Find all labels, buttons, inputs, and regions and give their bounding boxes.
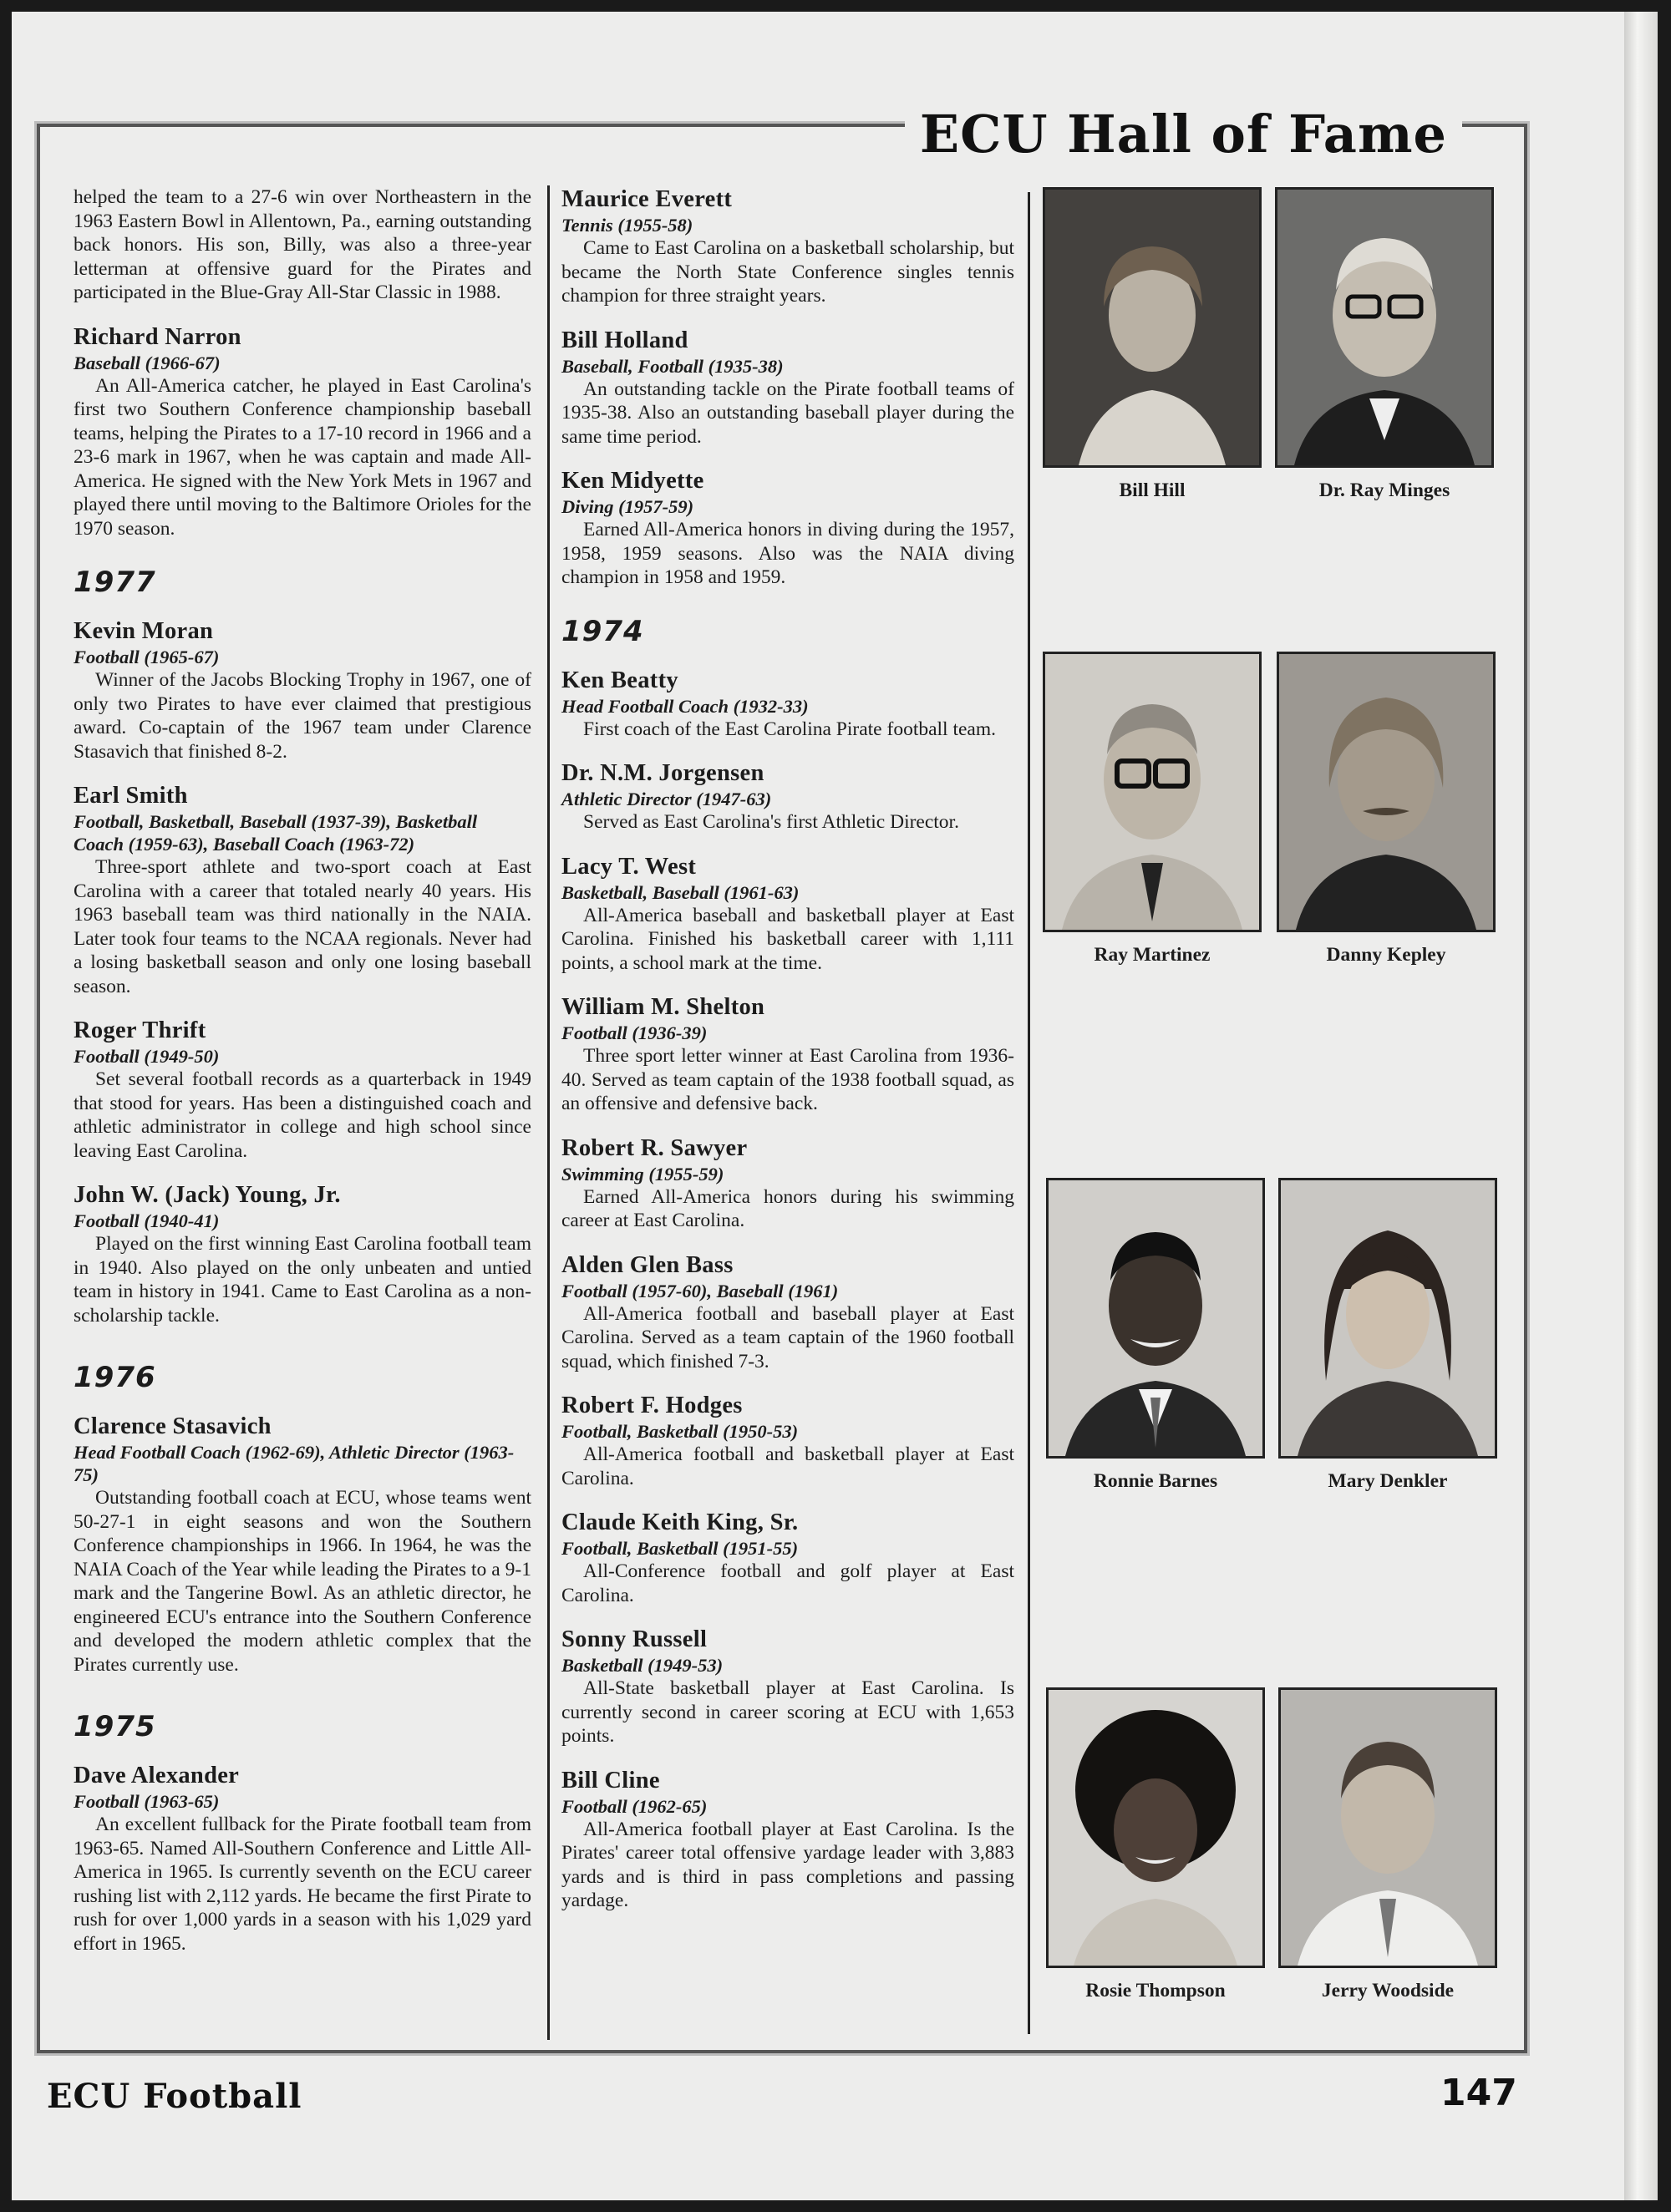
year-heading: 1974 — [561, 614, 644, 648]
inductee-entry — [561, 993, 1014, 1116]
inductee-bio: All-America baseball and basketball player at East Carolina. Finished his basketball career with 1,111 points, a school mark at the time. — [561, 904, 1014, 974]
inductee-entry — [561, 1134, 1014, 1233]
inductee-entry — [561, 667, 1014, 742]
inductee-bio: Earned All-America honors in diving during the 1957, 1958, 1959 seasons. Also was the NAIA diving champion in 1958 and 1959. — [561, 519, 1014, 588]
inductee-entry — [561, 759, 1014, 835]
inductee-name: Sonny Russell — [561, 1626, 708, 1652]
portrait-photo — [1275, 187, 1494, 468]
inductee-sport: Diving (1957-59) — [561, 496, 694, 517]
inductee-entry — [74, 1017, 531, 1163]
inductee-name: Bill Holland — [561, 327, 688, 353]
inductee-sport: Football (1962-65) — [561, 1795, 708, 1817]
photo-card — [1277, 652, 1496, 966]
portrait-photo — [1046, 1178, 1265, 1459]
inductee-sport: Basketball (1949-53) — [561, 1655, 724, 1676]
page-title: ECU Hall of Fame — [905, 104, 1462, 165]
inductee-entry — [561, 327, 1014, 449]
inductee-bio: All-America football player at East Carolina. Is the Pirates' career total offensive yardage leader with 3,883 yards and is third in pass completions and passing yardage. — [561, 1818, 1014, 1911]
inductee-entry — [561, 1767, 1014, 1913]
inductee-sport: Football, Basketball, Baseball (1937-39), Basketball Coach (1959-63), Baseball Coach (1963-72) — [74, 811, 478, 855]
portrait-photo — [1043, 187, 1262, 468]
inductee-name: Robert F. Hodges — [561, 1393, 743, 1418]
inductee-bio: First coach of the East Carolina Pirate football team. — [583, 718, 997, 740]
photo-caption: Mary Denkler — [1328, 1470, 1448, 1492]
inductee-entry — [561, 1509, 1014, 1607]
photo-caption: Ronnie Barnes — [1093, 1470, 1218, 1492]
photo-card — [1275, 187, 1494, 502]
inductee-bio: An All-America catcher, he played in East Carolina's first two Southern Conference championship baseball teams, helping the Pirates to a 17-10 record in 1966 and a 23-6 mark in 1967, when he was captain and made All-America. He signed with the New York Mets in 1967 and played there until moving to the Baltimore Orioles for the 1970 season. — [74, 374, 531, 540]
inductee-name: John W. (Jack) Young, Jr. — [74, 1182, 341, 1208]
portrait-photo — [1043, 652, 1262, 932]
inductee-sport: Tennis (1955-58) — [561, 215, 693, 236]
inductee-name: Ken Midyette — [561, 468, 704, 494]
inductee-sport: Football (1936-39) — [561, 1022, 708, 1043]
inductee-entry — [561, 1251, 1014, 1374]
text-column-1 — [74, 185, 531, 1956]
inductee-sport: Baseball, Football (1935-38) — [561, 355, 784, 377]
inductee-bio: Played on the first winning East Carolina football team in 1940. Also played on the only unbeaten and untied team in history in 1941. Came to East Carolina as a non-scholarship tackle. — [74, 1233, 531, 1327]
portrait-image — [1281, 1180, 1495, 1456]
inductee-entry — [561, 1626, 1014, 1748]
inductee-name: Richard Narron — [74, 323, 241, 350]
portrait-photo — [1278, 1178, 1497, 1459]
page-edge — [1624, 12, 1658, 2200]
inductee-entry — [74, 1762, 531, 1956]
inductee-sport: Football (1957-60), Baseball (1961) — [561, 1280, 839, 1301]
inductee-name: Ken Beatty — [561, 667, 678, 693]
inductee-sport: Football, Basketball (1950-53) — [561, 1421, 799, 1442]
inductee-entry — [74, 323, 531, 541]
inductee-name: Kevin Moran — [74, 618, 214, 644]
photo-card — [1046, 1687, 1265, 2002]
inductee-sport: Baseball (1966-67) — [74, 352, 221, 373]
inductee-name: Alden Glen Bass — [561, 1251, 734, 1278]
photo-caption: Bill Hill — [1119, 479, 1186, 501]
inductee-sport: Head Football Coach (1962-69), Athletic Director (1963-75) — [74, 1442, 515, 1485]
photo-caption: Rosie Thompson — [1085, 1980, 1226, 2001]
year-heading: 1977 — [74, 566, 156, 599]
portrait-image — [1281, 1690, 1495, 1966]
inductee-bio: All-America football and basketball player at East Carolina. — [561, 1443, 1014, 1489]
photo-caption: Dr. Ray Minges — [1318, 479, 1450, 501]
portrait-image — [1277, 190, 1491, 465]
year-heading: 1975 — [74, 1710, 156, 1743]
portrait-image — [1045, 654, 1259, 930]
inductee-name: Maurice Everett — [561, 186, 733, 212]
portrait-image — [1049, 1690, 1262, 1966]
photo-card — [1046, 1178, 1265, 1493]
text-column-2 — [561, 185, 1014, 1913]
inductee-name: Earl Smith — [74, 783, 188, 809]
inductee-sport: Swimming (1955-59) — [561, 1163, 724, 1185]
portrait-photo — [1278, 1687, 1497, 1968]
portrait-image — [1045, 190, 1259, 465]
inductee-bio: All-America football and baseball player at East Carolina. Served as a team captain of the 1960 football squad, which finished 7-3. — [561, 1302, 1014, 1372]
column-divider — [547, 185, 550, 2040]
photo-caption: Jerry Woodside — [1321, 1980, 1455, 2001]
photo-caption: Ray Martinez — [1094, 944, 1211, 966]
inductee-name: Lacy T. West — [561, 853, 697, 880]
inductee-sport: Basketball, Baseball (1961-63) — [561, 881, 800, 903]
inductee-sport: Head Football Coach (1932-33) — [561, 695, 809, 717]
inductee-sport: Football (1949-50) — [74, 1046, 220, 1067]
inductee-bio: Came to East Carolina on a basketball scholarship, but became the North State Conference singles tennis champion for three straight years. — [561, 237, 1014, 307]
inductee-entry — [561, 853, 1014, 976]
photo-card — [1278, 1178, 1497, 1493]
inductee-bio: All-State basketball player at East Carolina. Is currently second in career scoring at ECU with 1,653 points. — [561, 1677, 1014, 1747]
inductee-bio: All-Conference football and golf player at East Carolina. — [561, 1560, 1014, 1606]
inductee-entry — [561, 185, 1014, 308]
inductee-bio: Served as East Carolina's first Athletic Director. — [583, 811, 959, 833]
inductee-bio: An excellent fullback for the Pirate football team from 1963-65. Named All-Southern Conference and Little All-America in 1965. Is currently seventh on the ECU career rushing list with 2,112 yards. He became the first Pirate to rush for over 1,000 yards in a season with his 1,029 yard effort in 1965. — [74, 1814, 531, 1955]
inductee-sport: Football (1940-41) — [74, 1210, 220, 1231]
page-number: 147 — [1440, 2072, 1517, 2114]
inductee-name: William M. Shelton — [561, 994, 765, 1020]
portrait-image — [1049, 1180, 1262, 1456]
inductee-sport: Football (1965-67) — [74, 647, 220, 667]
inductee-sport: Athletic Director (1947-63) — [561, 789, 772, 809]
inductee-bio: Three-sport athlete and two-sport coach at East Carolina with a career that totaled nearly 40 years. His 1963 baseball team was third nationally in the NAIA. Later took four teams to the NCAA regionals. Never had a losing basketball season and only one losing baseball season. — [74, 856, 531, 997]
inductee-entry — [74, 617, 531, 764]
inductee-sport: Football (1963-65) — [74, 1791, 220, 1812]
inductee-entry — [561, 1392, 1014, 1490]
continued-paragraph: helped the team to a 27-6 win over Northeastern in the 1963 Eastern Bowl in Allentown, Pa., earning outstanding back honors. His son, Billy, was also a three-year letterman at offensive guard for the Pirates and participated in the Blue-Gray All-Star Classic in 1988. — [74, 186, 531, 303]
inductee-sport: Football, Basketball (1951-55) — [561, 1538, 799, 1559]
inductee-name: Bill Cline — [561, 1767, 660, 1793]
inductee-name: Dr. N.M. Jorgensen — [561, 760, 764, 786]
inductee-bio: Winner of the Jacobs Blocking Trophy in 1967, one of only two Pirates to have ever claimed that prestigious award. Co-captain of the 1967 team under Clarence Stasavich that finished 8-2. — [74, 669, 531, 763]
inductee-name: Claude Keith King, Sr. — [561, 1509, 799, 1535]
inductee-name: Robert R. Sawyer — [561, 1134, 748, 1161]
inductee-bio: Earned All-America honors during his swimming career at East Carolina. — [561, 1185, 1014, 1231]
inductee-name: Roger Thrift — [74, 1017, 206, 1043]
inductee-entry — [74, 1413, 531, 1677]
inductee-name: Clarence Stasavich — [74, 1413, 272, 1439]
photo-card — [1043, 652, 1262, 966]
inductee-entry — [74, 782, 531, 998]
inductee-bio: Three sport letter winner at East Carolina from 1936-40. Served as team captain of the 1938 football squad, as an offensive and defensive back. — [561, 1045, 1014, 1114]
inductee-entry — [74, 1181, 531, 1327]
photo-card — [1043, 187, 1262, 502]
inductee-name: Dave Alexander — [74, 1763, 240, 1788]
photo-caption: Danny Kepley — [1326, 944, 1446, 966]
portrait-photo — [1046, 1687, 1265, 1968]
inductee-entry — [561, 467, 1014, 590]
photo-grid — [1043, 187, 1511, 2025]
inductee-bio: Outstanding football coach at ECU, whose teams went 50-27-1 in eight seasons and won the Southern Conference championships in 1966. In 1964, he was the NAIA Coach of the Year while leading the Pirates to a 9-1 mark and the Tangerine Bowl. As an athletic director, he engineered ECU's entrance into the Southern Conference and developed the modern athletic complex that the Pirates currently use. — [74, 1487, 531, 1676]
year-heading: 1976 — [74, 1361, 156, 1394]
portrait-image — [1279, 654, 1493, 930]
column-divider — [1028, 192, 1030, 2034]
portrait-photo — [1277, 652, 1496, 932]
photo-card — [1278, 1687, 1497, 2002]
inductee-bio: An outstanding tackle on the Pirate football teams of 1935-38. Also an outstanding baseball player during the same time period. — [561, 378, 1014, 448]
inductee-bio: Set several football records as a quarterback in 1949 that stood for years. Has been a distinguished coach and athletic administrator in college and high school since leaving East Carolina. — [74, 1068, 531, 1162]
footer-publication: ECU Football — [47, 2077, 302, 2116]
